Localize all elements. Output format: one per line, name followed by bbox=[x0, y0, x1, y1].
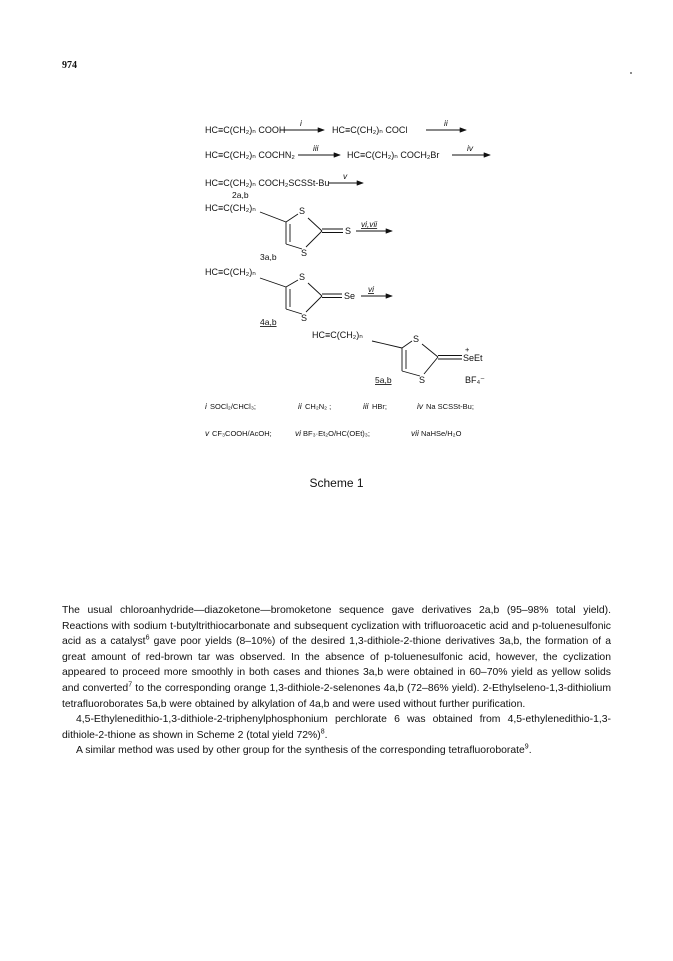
chem-diazoketone: HC≡C(CH₂)ₙ COCHN₂ bbox=[205, 150, 295, 160]
ring-sulfur-top-5: S bbox=[413, 334, 420, 344]
reagent-label-vi-vii: vi,vii bbox=[361, 219, 378, 229]
substituent-4: HC≡C(CH₂)ₙ bbox=[205, 267, 256, 277]
compound-label-2: 2a,b bbox=[232, 190, 249, 200]
dithiole-ring-3 bbox=[260, 212, 343, 249]
ring-sulfur-bottom-5: S bbox=[419, 375, 426, 385]
body-text bbox=[62, 603, 611, 759]
compound-label-5: 5a,b bbox=[375, 375, 392, 385]
positive-charge: + bbox=[465, 345, 470, 354]
paragraph-3: A similar method was used by other group for the synthesis of the corresponding tetrafluoroborate$^9$. bbox=[76, 743, 532, 757]
compound-label-3: 3a,b bbox=[260, 252, 277, 262]
tetrafluoroborate-anion: BF₄⁻ bbox=[465, 375, 485, 385]
chem-acid-chloride: HC≡C(CH₂)ₙ COCl bbox=[332, 125, 408, 135]
condition-line-1: i SOCl₂/CHCl₃; ii CH₂N₂ ; iii HBr; iv Na SCSSt-Bu; bbox=[205, 401, 474, 411]
condition-line-2: v CF₃COOH/AcOH; vi BF₃·Et₂O/HC(OEt)₃; vii NaHSe/H₂O bbox=[205, 428, 462, 438]
paragraph-2: 4,5-Ethylenedithio-1,3-dithiole-2-triphenylphosphonium perchlorate 6 was obtained from 4,5-ethylenedithio-1,3-dithiole-2-thione as shown in Scheme 2 (total yield 72%)$^8$. bbox=[62, 714, 611, 741]
dithiole-ring-4 bbox=[260, 278, 342, 314]
selenone-selenium: Se bbox=[344, 291, 356, 301]
page-number: 974 bbox=[62, 60, 77, 71]
reagent-label-v: v bbox=[343, 171, 348, 181]
thione-sulfur: S bbox=[345, 226, 352, 236]
chem-trithiocarbonate: HC≡C(CH₂)ₙ COCH₂SCSSt-Bu bbox=[205, 178, 330, 188]
compound-label-4: 4a,b bbox=[260, 317, 277, 327]
chem-acid: HC≡C(CH₂)ₙ COOH bbox=[205, 125, 286, 135]
reagent-label-iv: iv bbox=[467, 143, 473, 153]
substituent-3: HC≡C(CH₂)ₙ bbox=[205, 203, 256, 213]
ring-sulfur-top-4: S bbox=[299, 272, 306, 282]
reagent-label-vi: vi bbox=[368, 284, 374, 294]
paragraph-1: The usual chloroanhydride—diazoketone—bromoketone sequence gave derivatives 2a,b (95–98% total yield). Reactions with sodium t-butyltrithiocarbonate and subsequent cyclization with trifluoroacetic acid and p-toluenesulfonic acid as a catalyst$^6$ gave poor yields (8–10%) of the desired 1,3-dithiole-2-thione derivatives 3a,b, the formation of a great amount of red-brown tar was observed. In the absence of p-toluenesulfonic acid, however, the cyclization appeared to proceed more smoothly in both cases and thiones 3a,b were obtained in 60–70% yield as yellow solids and converted$^7$ to the corresponding orange 1,3-dithiole-2-selenones 4a,b (72–86% yield). 2-Ethylseleno-1,3-dithiolium tetrafluoroborates 5a,b were obtained by alkylation of 4a,b and were used without further purification. bbox=[62, 605, 612, 710]
ring-sulfur-top-3: S bbox=[299, 206, 306, 216]
ring-sulfur-bottom-3: S bbox=[301, 248, 308, 258]
reagent-label-ii: ii bbox=[444, 118, 448, 128]
reagent-label-i: i bbox=[300, 118, 302, 128]
substituent-5: HC≡C(CH₂)ₙ bbox=[312, 330, 363, 340]
ethylseleno-group: SeEt bbox=[463, 353, 483, 363]
ring-sulfur-bottom-4: S bbox=[301, 313, 308, 323]
reagent-label-iii: iii bbox=[313, 143, 319, 153]
chem-bromoketone: HC≡C(CH₂)ₙ COCH₂Br bbox=[347, 150, 440, 160]
dithiolium-ring-5 bbox=[372, 341, 462, 376]
scheme-caption: Scheme 1 bbox=[309, 476, 364, 490]
